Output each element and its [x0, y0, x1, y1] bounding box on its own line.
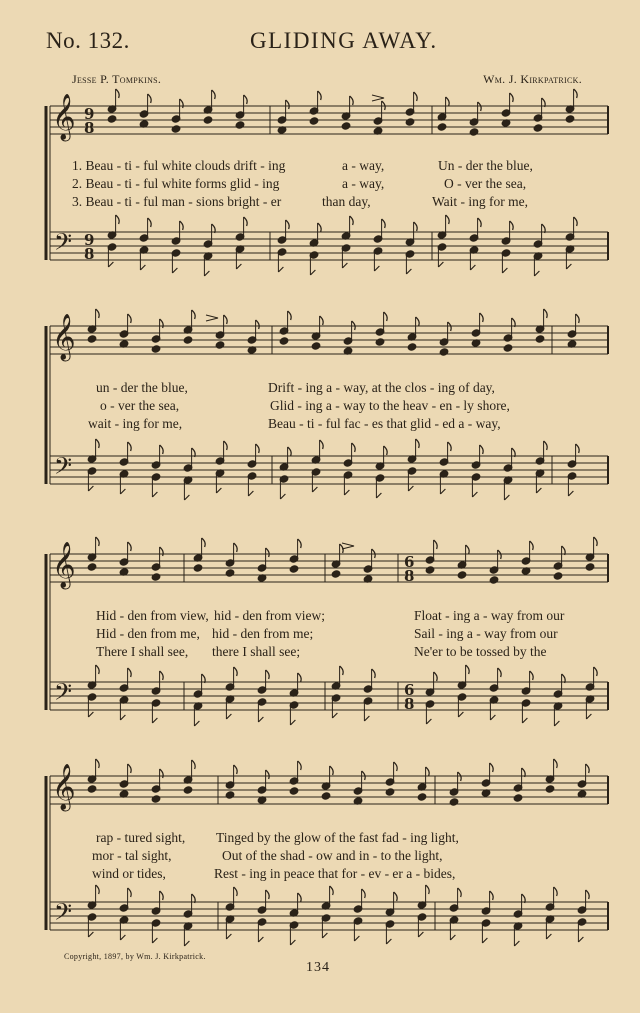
- note-flag: [236, 264, 241, 269]
- note-flag: [426, 719, 431, 724]
- note-flag: [108, 262, 113, 267]
- note-flag: [480, 445, 484, 454]
- note-head: [457, 571, 467, 579]
- lyric-segment: Sail - ing a - way from our: [414, 626, 558, 641]
- note-flag: [120, 715, 125, 720]
- note-head: [439, 348, 449, 356]
- lyric-segment: hid - den from view;: [214, 608, 325, 623]
- note-flag: [96, 759, 100, 768]
- note-flag: [446, 97, 450, 106]
- lyric-line-s2-v1: [0, 380, 640, 398]
- note-flag: [458, 888, 462, 897]
- note-head: [203, 116, 213, 124]
- note-flag: [438, 262, 443, 267]
- lyric-segment: 2. Beau - ti - ful white forms glid - ing: [72, 176, 280, 191]
- note-head: [385, 788, 395, 796]
- note-flag: [96, 665, 100, 674]
- lyric-segment: than day,: [322, 194, 371, 209]
- treble-clef-icon: 𝄞: [52, 314, 76, 360]
- note-head: [151, 345, 161, 353]
- note-flag: [128, 668, 132, 677]
- lyric-segment: un - der the blue,: [96, 380, 188, 395]
- note-flag: [576, 444, 580, 453]
- note-flag: [226, 934, 231, 939]
- note-flag: [350, 96, 354, 105]
- note-flag: [266, 670, 270, 679]
- note-flag: [446, 215, 450, 224]
- page-number: 134: [306, 960, 330, 975]
- note-flag: [416, 317, 420, 326]
- treble-clef-icon: 𝄞: [52, 542, 76, 588]
- note-flag: [88, 486, 93, 491]
- note-flag: [194, 721, 199, 726]
- note-head: [225, 791, 235, 799]
- note-head: [235, 121, 245, 129]
- note-flag: [384, 446, 388, 455]
- note-flag: [466, 545, 470, 554]
- note-flag: [280, 494, 285, 499]
- note-flag: [256, 444, 260, 453]
- note-flag: [514, 941, 519, 946]
- note-head: [87, 335, 97, 343]
- note-flag: [244, 217, 248, 226]
- note-flag: [350, 216, 354, 225]
- note-flag: [510, 221, 514, 230]
- note-flag: [216, 488, 221, 493]
- lyric-segment: Glid - ing a - way to the heav - en - ly shore,: [270, 398, 510, 413]
- note-flag: [330, 766, 334, 775]
- note-flag: [594, 667, 598, 676]
- lyric-line-s2-v3: [0, 416, 640, 434]
- lyricist-credit: Jesse P. Tompkins.: [72, 72, 162, 86]
- note-flag: [120, 935, 125, 940]
- note-flag: [148, 94, 152, 103]
- hymn-number: No. 132.: [46, 28, 130, 53]
- note-flag: [152, 938, 157, 943]
- note-flag: [574, 89, 578, 98]
- note-flag: [266, 770, 270, 779]
- lyric-segment: rap - tured sight,: [96, 830, 186, 845]
- bass-clef-icon: 𝄢: [54, 898, 73, 931]
- note-flag: [504, 495, 509, 500]
- note-flag: [586, 764, 590, 773]
- note-flag: [128, 442, 132, 451]
- note-flag: [266, 890, 270, 899]
- note-flag: [482, 938, 487, 943]
- note-head: [535, 335, 545, 343]
- accent-mark: [342, 543, 354, 549]
- time-signature-top: 9: [84, 105, 95, 123]
- note-flag: [244, 95, 248, 104]
- note-flag: [470, 265, 475, 270]
- note-flag: [298, 893, 302, 902]
- bass-clef-icon: 𝄢: [54, 452, 73, 485]
- note-flag: [234, 543, 238, 552]
- note-flag: [160, 319, 164, 328]
- note-flag: [318, 91, 322, 100]
- note-flag: [322, 933, 327, 938]
- note-flag: [128, 764, 132, 773]
- note-head: [533, 124, 543, 132]
- note-head: [193, 564, 203, 572]
- note-head: [405, 118, 415, 126]
- time-signature-top: 9: [84, 231, 95, 249]
- note-flag: [160, 445, 164, 454]
- note-flag: [88, 712, 93, 717]
- note-flag: [160, 547, 164, 556]
- note-flag: [120, 489, 125, 494]
- note-flag: [234, 887, 238, 896]
- note-flag: [382, 219, 386, 228]
- lyric-segment: wind or tides,: [92, 866, 166, 881]
- note-flag: [478, 218, 482, 227]
- note-flag: [172, 268, 177, 273]
- note-flag: [578, 937, 583, 942]
- note-flag: [382, 101, 386, 110]
- note-flag: [184, 941, 189, 946]
- note-flag: [234, 765, 238, 774]
- note-flag: [554, 721, 559, 726]
- note-flag: [480, 313, 484, 322]
- note-flag: [372, 669, 376, 678]
- lyric-segment: there I shall see;: [212, 644, 301, 659]
- note-flag: [458, 712, 463, 717]
- lyric-segment: mor - tal sight,: [92, 848, 172, 863]
- time-signature-top: 6: [404, 553, 415, 571]
- treble-clef-icon: 𝄞: [52, 94, 76, 140]
- note-flag: [160, 769, 164, 778]
- note-flag: [204, 271, 209, 276]
- note-flag: [364, 716, 369, 721]
- lyric-segment: Hid - den from me,: [96, 626, 200, 641]
- note-flag: [180, 99, 184, 108]
- note-flag: [498, 550, 502, 559]
- note-flag: [352, 321, 356, 330]
- note-flag: [594, 537, 598, 546]
- note-head: [87, 563, 97, 571]
- note-flag: [320, 440, 324, 449]
- note-flag: [458, 772, 462, 781]
- note-flag: [310, 270, 315, 275]
- accent-mark: [372, 95, 384, 101]
- note-flag: [128, 542, 132, 551]
- lyric-segment: Wait - ing for me,: [432, 194, 529, 209]
- note-flag: [362, 771, 366, 780]
- note-flag: [340, 666, 344, 675]
- note-flag: [418, 932, 423, 937]
- note-head: [437, 123, 447, 131]
- note-flag: [416, 439, 420, 448]
- lyric-segment: O - ver the sea,: [444, 176, 527, 191]
- note-flag: [234, 667, 238, 676]
- note-flag: [258, 717, 263, 722]
- note-flag: [384, 312, 388, 321]
- lyric-segment: There I shall see,: [96, 644, 189, 659]
- note-flag: [344, 490, 349, 495]
- note-head: [289, 565, 299, 573]
- lyric-line-s3-v2: [0, 626, 640, 644]
- note-flag: [498, 668, 502, 677]
- note-head: [183, 786, 193, 794]
- note-flag: [406, 269, 411, 274]
- note-flag: [342, 263, 347, 268]
- note-flag: [414, 222, 418, 231]
- note-head: [279, 337, 289, 345]
- note-head: [331, 570, 341, 578]
- lyric-line-s4-v3: [0, 866, 640, 884]
- note-head: [171, 125, 181, 133]
- note-head: [565, 115, 575, 123]
- note-flag: [286, 100, 290, 109]
- note-flag: [116, 89, 120, 98]
- time-signature-bottom: 8: [84, 245, 95, 263]
- note-flag: [96, 439, 100, 448]
- note-flag: [202, 538, 206, 547]
- note-flag: [298, 673, 302, 682]
- copyright-notice: Copyright, 1897, by Wm. J. Kirkpatrick.: [64, 952, 206, 961]
- note-flag: [434, 672, 438, 681]
- note-flag: [290, 940, 295, 945]
- note-head: [225, 569, 235, 577]
- lyric-segment: Rest - ing in peace that for - ev - er a - bides,: [214, 866, 456, 881]
- note-flag: [192, 760, 196, 769]
- note-head: [375, 338, 385, 346]
- note-head: [151, 795, 161, 803]
- note-flag: [522, 718, 527, 723]
- note-flag: [586, 714, 591, 719]
- lyric-segment: Beau - ti - ful fac - es that glid - ed a - way,: [268, 416, 501, 431]
- note-flag: [248, 491, 253, 496]
- note-flag: [330, 886, 334, 895]
- note-head: [503, 344, 513, 352]
- note-flag: [510, 93, 514, 102]
- note-flag: [546, 934, 551, 939]
- lyric-segment: Tinged by the glow of the fast fad - ing light,: [216, 830, 459, 845]
- note-flag: [96, 309, 100, 318]
- note-flag: [180, 221, 184, 230]
- note-flag: [568, 491, 573, 496]
- note-flag: [128, 314, 132, 323]
- note-flag: [574, 217, 578, 226]
- lyric-line-s4-v2: [0, 848, 640, 866]
- note-flag: [152, 492, 157, 497]
- lyric-line-s3-v1: [0, 608, 640, 626]
- lyric-segment: o - ver the sea,: [100, 398, 180, 413]
- note-flag: [566, 264, 571, 269]
- note-flag: [534, 271, 539, 276]
- accent-mark: [206, 315, 218, 321]
- note-head: [489, 576, 499, 584]
- note-flag: [116, 215, 120, 224]
- note-head: [309, 117, 319, 125]
- note-flag: [386, 939, 391, 944]
- note-head: [183, 336, 193, 344]
- note-flag: [490, 891, 494, 900]
- note-flag: [376, 493, 381, 498]
- note-head: [289, 787, 299, 795]
- note-head: [87, 785, 97, 793]
- lyric-segment: Drift - ing a - way, at the clos - ing of day,: [268, 380, 495, 395]
- note-flag: [554, 887, 558, 896]
- lyric-segment: wait - ing for me,: [88, 416, 183, 431]
- note-head: [449, 798, 459, 806]
- time-signature-bottom: 8: [404, 695, 415, 713]
- time-signature-bottom: 8: [404, 567, 415, 585]
- note-flag: [152, 718, 157, 723]
- note-head: [341, 122, 351, 130]
- note-flag: [226, 714, 231, 719]
- note-flag: [426, 885, 430, 894]
- lyric-segment: a - way,: [342, 176, 385, 191]
- note-flag: [332, 713, 337, 718]
- note-flag: [184, 495, 189, 500]
- note-flag: [128, 888, 132, 897]
- note-flag: [490, 715, 495, 720]
- note-flag: [434, 540, 438, 549]
- lyric-segment: 3. Beau - ti - ful man - sions bright - er: [72, 194, 282, 209]
- note-head: [469, 128, 479, 136]
- note-flag: [352, 443, 356, 452]
- note-flag: [256, 320, 260, 329]
- note-flag: [160, 891, 164, 900]
- note-flag: [298, 761, 302, 770]
- note-flag: [408, 486, 413, 491]
- note-head: [321, 792, 331, 800]
- note-head: [417, 793, 427, 801]
- note-flag: [530, 541, 534, 550]
- note-flag: [320, 316, 324, 325]
- lyric-segment: hid - den from me;: [212, 626, 314, 641]
- lyric-segment: a - way,: [342, 158, 385, 173]
- note-flag: [586, 890, 590, 899]
- note-head: [407, 343, 417, 351]
- note-flag: [96, 885, 100, 894]
- note-flag: [448, 322, 452, 331]
- note-flag: [140, 265, 145, 270]
- note-flag: [258, 937, 263, 942]
- note-flag: [298, 539, 302, 548]
- note-flag: [224, 315, 228, 324]
- lyric-line-s2-v2: [0, 398, 640, 416]
- note-flag: [148, 218, 152, 227]
- note-flag: [88, 932, 93, 937]
- note-flag: [286, 220, 290, 229]
- bass-clef-icon: 𝄢: [54, 228, 73, 261]
- note-flag: [466, 665, 470, 674]
- lyric-line-s3-v3: [0, 644, 640, 662]
- note-flag: [290, 720, 295, 725]
- lyric-segment: Hid - den from view,: [96, 608, 209, 623]
- lyric-segment: 1. Beau - ti - ful white clouds drift - ing: [72, 158, 286, 173]
- treble-clef-icon: 𝄞: [52, 764, 76, 810]
- note-flag: [212, 90, 216, 99]
- note-head: [553, 572, 563, 580]
- note-flag: [394, 762, 398, 771]
- lyric-segment: Out of the shad - ow and in - to the light,: [222, 848, 443, 863]
- note-flag: [450, 935, 455, 940]
- note-flag: [354, 936, 359, 941]
- note-flag: [478, 102, 482, 111]
- lyric-line-s1-v1: [0, 158, 640, 176]
- note-flag: [278, 267, 283, 272]
- note-head: [425, 566, 435, 574]
- note-flag: [374, 266, 379, 271]
- composer-credit: Wm. J. Kirkpatrick.: [483, 72, 582, 86]
- note-flag: [554, 759, 558, 768]
- note-flag: [224, 441, 228, 450]
- note-head: [215, 341, 225, 349]
- note-flag: [472, 492, 477, 497]
- time-signature-top: 6: [404, 681, 415, 699]
- note-flag: [502, 268, 507, 273]
- note-head: [545, 785, 555, 793]
- note-head: [107, 115, 117, 123]
- note-flag: [288, 311, 292, 320]
- note-flag: [96, 537, 100, 546]
- note-head: [585, 563, 595, 571]
- note-flag: [530, 671, 534, 680]
- note-flag: [192, 310, 196, 319]
- time-signature-bottom: 8: [84, 119, 95, 137]
- note-flag: [544, 441, 548, 450]
- lyric-segment: Ne'er to be tossed by the: [414, 644, 547, 659]
- note-head: [151, 573, 161, 581]
- lyric-line-s1-v3: [0, 194, 640, 212]
- note-flag: [362, 889, 366, 898]
- note-flag: [544, 309, 548, 318]
- lyric-segment: Un - der the blue,: [438, 158, 533, 173]
- hymn-title: GLIDING AWAY.: [250, 28, 438, 53]
- note-flag: [318, 223, 322, 232]
- note-flag: [490, 763, 494, 772]
- note-flag: [288, 447, 292, 456]
- note-flag: [414, 92, 418, 101]
- note-flag: [576, 314, 580, 323]
- note-flag: [160, 671, 164, 680]
- bass-clef-icon: 𝄢: [54, 678, 73, 711]
- note-flag: [312, 487, 317, 492]
- note-flag: [372, 549, 376, 558]
- lyric-line-s1-v2: [0, 176, 640, 194]
- lyric-line-s4-v1: [0, 830, 640, 848]
- note-head: [513, 794, 523, 802]
- note-flag: [426, 767, 430, 776]
- note-flag: [394, 892, 398, 901]
- note-flag: [448, 442, 452, 451]
- lyric-segment: Float - ing a - way from our: [414, 608, 565, 623]
- note-head: [311, 342, 321, 350]
- note-flag: [266, 548, 270, 557]
- note-flag: [536, 488, 541, 493]
- note-flag: [440, 489, 445, 494]
